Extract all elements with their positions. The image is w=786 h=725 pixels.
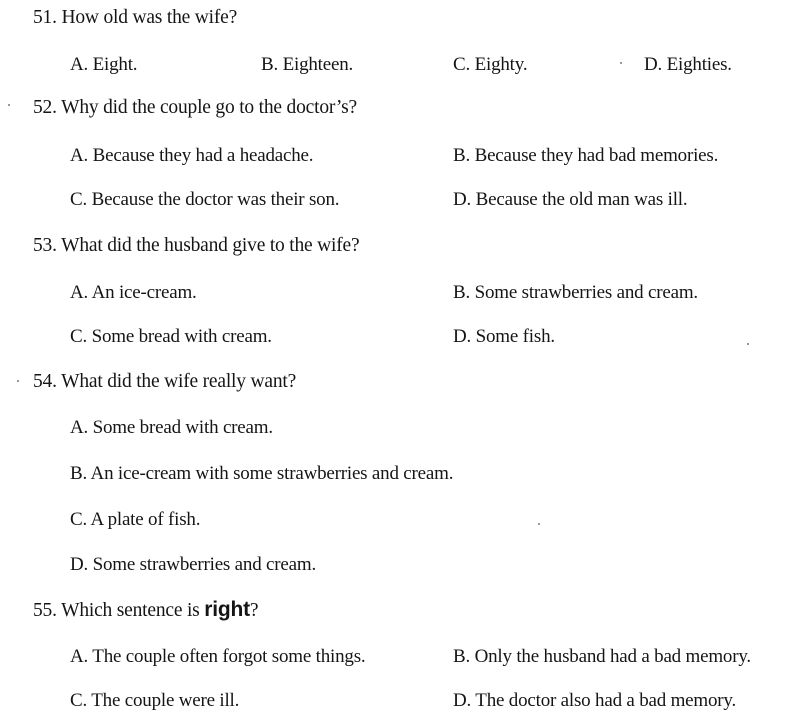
question-text-before: Which sentence is: [61, 600, 205, 621]
q54-option-a[interactable]: A. Some bread with cream.: [70, 417, 273, 438]
q54-option-b[interactable]: B. An ice-cream with some strawberries and cream.: [70, 463, 454, 484]
question-number: 55.: [33, 600, 57, 621]
q54-option-c[interactable]: C. A plate of fish.: [70, 509, 201, 530]
question-54: [33, 371, 296, 393]
q53-option-b[interactable]: B. Some strawberries and cream.: [453, 282, 698, 303]
question-number: 51.: [33, 7, 57, 28]
q52-option-c[interactable]: C. Because the doctor was their son.: [70, 189, 340, 210]
q53-option-c[interactable]: C. Some bread with cream.: [70, 326, 272, 347]
question-52: [33, 97, 357, 119]
question-text: How old was the wife?: [61, 7, 238, 28]
q55-option-c[interactable]: C. The couple were ill.: [70, 690, 240, 711]
question-text-bold: right: [204, 598, 250, 621]
question-51: [33, 7, 237, 29]
q52-option-a[interactable]: A. Because they had a headache.: [70, 145, 314, 166]
question-number: 54.: [33, 371, 57, 392]
q55-option-d[interactable]: D. The doctor also had a bad memory.: [453, 690, 737, 711]
q52-option-d[interactable]: D. Because the old man was ill.: [453, 189, 688, 210]
q51-option-c[interactable]: C. Eighty.: [453, 54, 528, 75]
question-53: [33, 235, 359, 257]
scan-speck: [620, 62, 622, 64]
question-text: Why did the couple go to the doctor’s?: [61, 97, 357, 118]
question-text: What did the wife really want?: [61, 371, 297, 392]
q51-option-b[interactable]: B. Eighteen.: [261, 54, 354, 75]
q53-option-d[interactable]: D. Some fish.: [453, 326, 555, 347]
q52-option-b[interactable]: B. Because they had bad memories.: [453, 145, 719, 166]
question-number: 52.: [33, 97, 57, 118]
q54-option-d[interactable]: D. Some strawberries and cream.: [70, 554, 317, 575]
question-55: [33, 599, 258, 622]
question-number: 53.: [33, 235, 57, 256]
scan-speck: [747, 343, 749, 345]
question-text: What did the husband give to the wife?: [61, 235, 360, 256]
q51-option-a[interactable]: A. Eight.: [70, 54, 138, 75]
q55-option-b[interactable]: B. Only the husband had a bad memory.: [453, 646, 751, 667]
scan-speck: [8, 104, 10, 106]
q55-option-a[interactable]: A. The couple often forgot some things.: [70, 646, 366, 667]
scan-speck: [538, 523, 540, 525]
q53-option-a[interactable]: A. An ice-cream.: [70, 282, 197, 303]
question-text-after: ?: [249, 600, 259, 621]
q51-option-d[interactable]: D. Eighties.: [644, 54, 732, 75]
scan-speck: [17, 380, 19, 382]
